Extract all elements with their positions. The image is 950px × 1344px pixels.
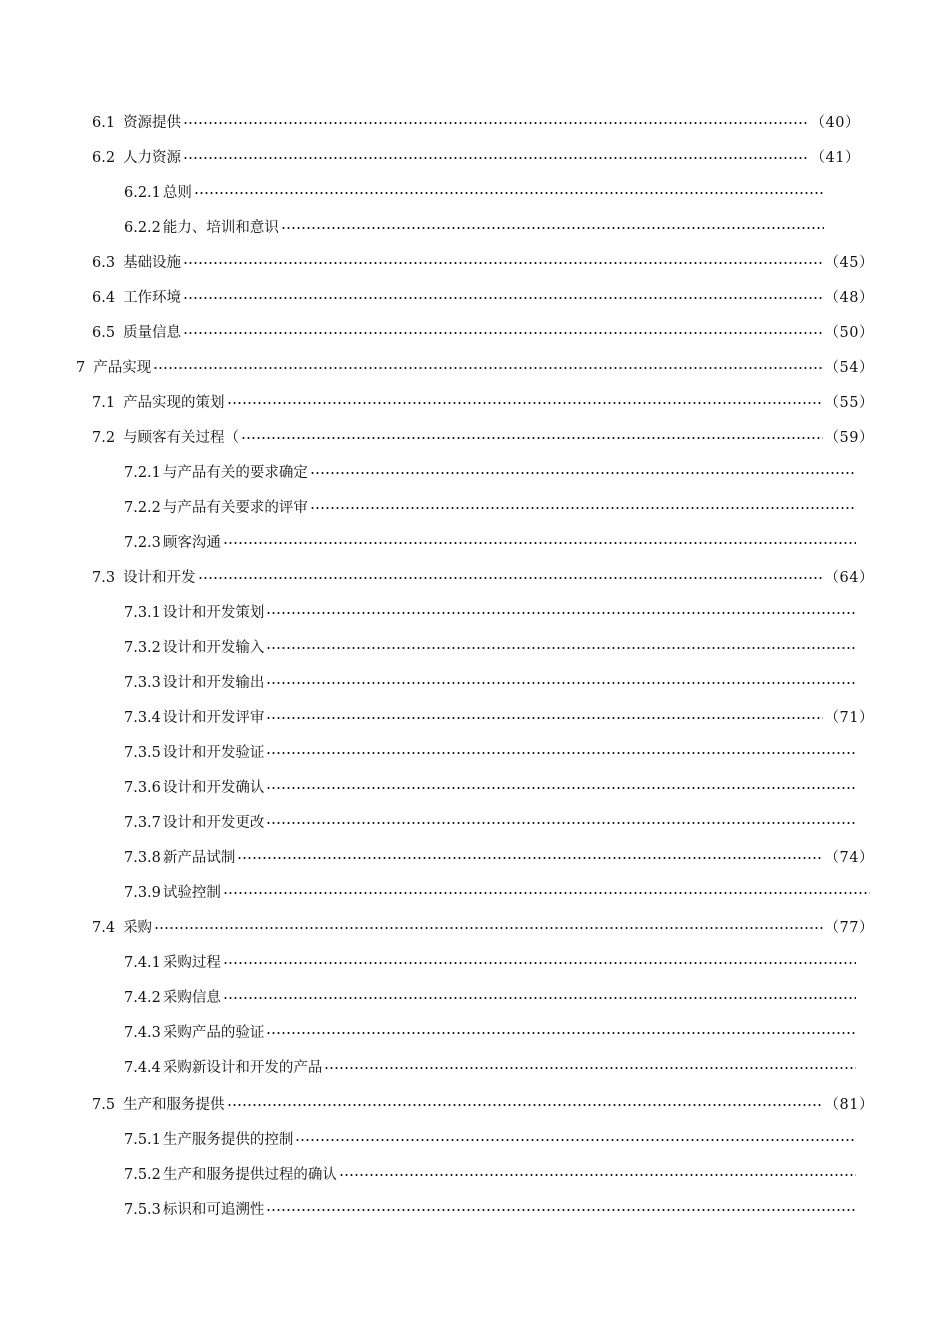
dot-leader [310, 472, 856, 474]
toc-entry-number: 7.1 [92, 395, 116, 411]
toc-entry [124, 1057, 858, 1079]
dot-leader [241, 437, 822, 439]
toc-entry-number: 7.2.2 [124, 500, 161, 516]
toc-entry-number: 7.4.2 [124, 990, 161, 1006]
dot-leader [183, 297, 822, 299]
toc-entry [92, 147, 860, 169]
toc-entry-page: （81） [824, 1097, 874, 1113]
toc-entry-title: 设计和开发评审 [162, 710, 265, 726]
toc-entry-title: 采购产品的验证 [162, 1025, 265, 1041]
toc-entry-page: （74） [824, 850, 874, 866]
toc-entry-title: 试验控制 [162, 885, 221, 901]
toc-entry-number: 7.3.5 [124, 745, 161, 761]
toc-entry-number: 7.4 [92, 920, 116, 936]
toc-entry-number: 7.4.1 [124, 955, 161, 971]
toc-entry-title: 能力、培训和意识 [162, 220, 279, 236]
toc-entry-title: 总则 [162, 185, 192, 201]
dot-leader [154, 927, 822, 929]
toc-entry [124, 462, 858, 484]
toc-entry-page: （71） [824, 710, 874, 726]
toc-entry [124, 672, 858, 694]
toc-entry [92, 427, 874, 449]
dot-leader [266, 1032, 856, 1034]
toc-entry-title: 设计和开发确认 [162, 780, 265, 796]
toc-entry-page: （41） [810, 150, 860, 166]
dot-leader [227, 402, 823, 404]
toc-entry-number: 6.2 [92, 150, 116, 166]
toc-entry-number: 7.4.3 [124, 1025, 161, 1041]
toc-entry [92, 287, 874, 309]
dot-leader [183, 332, 822, 334]
toc-entry-number: 7.3.4 [124, 710, 161, 726]
dot-leader [223, 997, 856, 999]
dot-leader [266, 787, 856, 789]
dot-leader [266, 752, 856, 754]
toc-entry [92, 252, 874, 274]
toc-entry-page: （48） [824, 290, 874, 306]
toc-entry-title: 采购 [123, 920, 153, 936]
toc-entry [124, 182, 826, 204]
toc-entry [92, 322, 874, 344]
toc-entry-number: 7.3 [92, 570, 116, 586]
toc-entry [124, 1164, 858, 1186]
toc-entry-number: 7.5.2 [124, 1167, 161, 1183]
toc-entry-number: 6.1 [92, 115, 116, 131]
dot-leader [227, 1104, 823, 1106]
toc-entry-title: 设计和开发验证 [162, 745, 265, 761]
toc-entry-number: 6.3 [92, 255, 116, 271]
toc-entry-number: 6.4 [92, 290, 116, 306]
dot-leader [194, 192, 824, 194]
toc-entry-title: 生产和服务提供过程的确认 [162, 1167, 337, 1183]
toc-entry [124, 777, 858, 799]
toc-entry [92, 392, 874, 414]
toc-entry-number: 7.4.4 [124, 1060, 161, 1076]
toc-entry [92, 567, 874, 589]
toc-entry-page: （55） [824, 395, 874, 411]
toc-entry-number: 7.5 [92, 1097, 116, 1113]
dot-leader [266, 612, 856, 614]
toc-entry-title: 人力资源 [123, 150, 182, 166]
toc-entry-page: （45） [824, 255, 874, 271]
toc-entry-title: 采购新设计和开发的产品 [162, 1060, 323, 1076]
toc-entry-title: 质量信息 [123, 325, 182, 341]
toc-entry-title: 与产品有关的要求确定 [162, 465, 308, 481]
dot-leader [223, 542, 856, 544]
toc-entry [124, 882, 872, 904]
toc-entry-page: （77） [824, 920, 874, 936]
toc-entry-number: 7 [76, 360, 86, 376]
toc-entry [124, 812, 858, 834]
dot-leader [281, 227, 824, 229]
toc-entry-number: 7.3.9 [124, 885, 161, 901]
toc-entry [92, 1094, 874, 1116]
toc-entry-number: 7.3.1 [124, 605, 161, 621]
toc-entry-title: 顾客沟通 [162, 535, 221, 551]
toc-entry-page: （40） [810, 115, 860, 131]
toc-entry-title: 资源提供 [123, 115, 182, 131]
toc-entry-title: 与顾客有关过程（ [123, 430, 240, 446]
dot-leader [183, 122, 808, 124]
dot-leader [295, 1139, 856, 1141]
dot-leader [198, 577, 823, 579]
dot-leader [266, 1209, 856, 1211]
dot-leader [183, 262, 822, 264]
dot-leader [266, 717, 822, 719]
toc-entry-title: 设计和开发更改 [162, 815, 265, 831]
toc-entry [124, 1129, 858, 1151]
toc-entry [124, 532, 858, 554]
toc-entry-title: 产品实现 [93, 360, 152, 376]
toc-entry-title: 与产品有关要求的评审 [162, 500, 308, 516]
toc-entry-title: 设计和开发策划 [162, 605, 265, 621]
dot-leader [223, 892, 870, 894]
dot-leader [153, 367, 822, 369]
toc-entry-title: 设计和开发 [123, 570, 196, 586]
toc-entry [124, 1022, 858, 1044]
dot-leader [310, 507, 856, 509]
toc-entry-number: 7.3.3 [124, 675, 161, 691]
toc-entry-number: 7.3.7 [124, 815, 161, 831]
toc-entry-title: 采购信息 [162, 990, 221, 1006]
toc-entry-title: 工作环境 [123, 290, 182, 306]
toc-entry-title: 生产服务提供的控制 [162, 1132, 294, 1148]
dot-leader [324, 1067, 856, 1069]
toc-entry-number: 7.3.6 [124, 780, 161, 796]
toc-entry [124, 217, 826, 239]
dot-leader [223, 962, 856, 964]
toc-entry-number: 6.5 [92, 325, 116, 341]
toc-entry-number: 7.3.2 [124, 640, 161, 656]
toc-entry-title: 采购过程 [162, 955, 221, 971]
toc-entry [124, 987, 858, 1009]
toc-entry-title: 标识和可追溯性 [162, 1202, 265, 1218]
toc-entry [92, 112, 860, 134]
dot-leader [183, 157, 808, 159]
toc-entry [76, 357, 874, 379]
toc-entry [124, 707, 874, 729]
dot-leader [237, 857, 822, 859]
toc-entry-number: 7.2 [92, 430, 116, 446]
toc-entry [124, 1199, 858, 1221]
toc-entry-number: 7.2.3 [124, 535, 161, 551]
toc-entry-number: 7.5.3 [124, 1202, 161, 1218]
toc-entry-number: 7.2.1 [124, 465, 161, 481]
toc-entry-title: 基础设施 [123, 255, 182, 271]
toc-entry-number: 7.3.8 [124, 850, 161, 866]
toc-entry-number: 6.2.1 [124, 185, 161, 201]
toc-entry-title: 生产和服务提供 [123, 1097, 225, 1113]
toc-entry [124, 742, 858, 764]
toc-entry-title: 新产品试制 [162, 850, 236, 866]
toc-entry-page: （59） [824, 430, 874, 446]
toc-entry-title: 产品实现的策划 [123, 395, 225, 411]
toc-entry-title: 设计和开发输入 [162, 640, 265, 656]
toc-entry [124, 497, 858, 519]
toc-entry [92, 917, 874, 939]
toc-entry [124, 847, 874, 869]
toc-entry [124, 602, 858, 624]
toc-entry [124, 637, 858, 659]
toc-entry-page: （50） [824, 325, 874, 341]
toc-entry-title: 设计和开发输出 [162, 675, 265, 691]
toc-entry-page: （64） [824, 570, 874, 586]
dot-leader [266, 682, 856, 684]
dot-leader [339, 1174, 856, 1176]
dot-leader [266, 647, 856, 649]
dot-leader [266, 822, 856, 824]
toc-entry-number: 7.5.1 [124, 1132, 161, 1148]
toc-entry-page: （54） [824, 360, 874, 376]
toc-entry [124, 952, 858, 974]
toc-entry-number: 6.2.2 [124, 220, 161, 236]
